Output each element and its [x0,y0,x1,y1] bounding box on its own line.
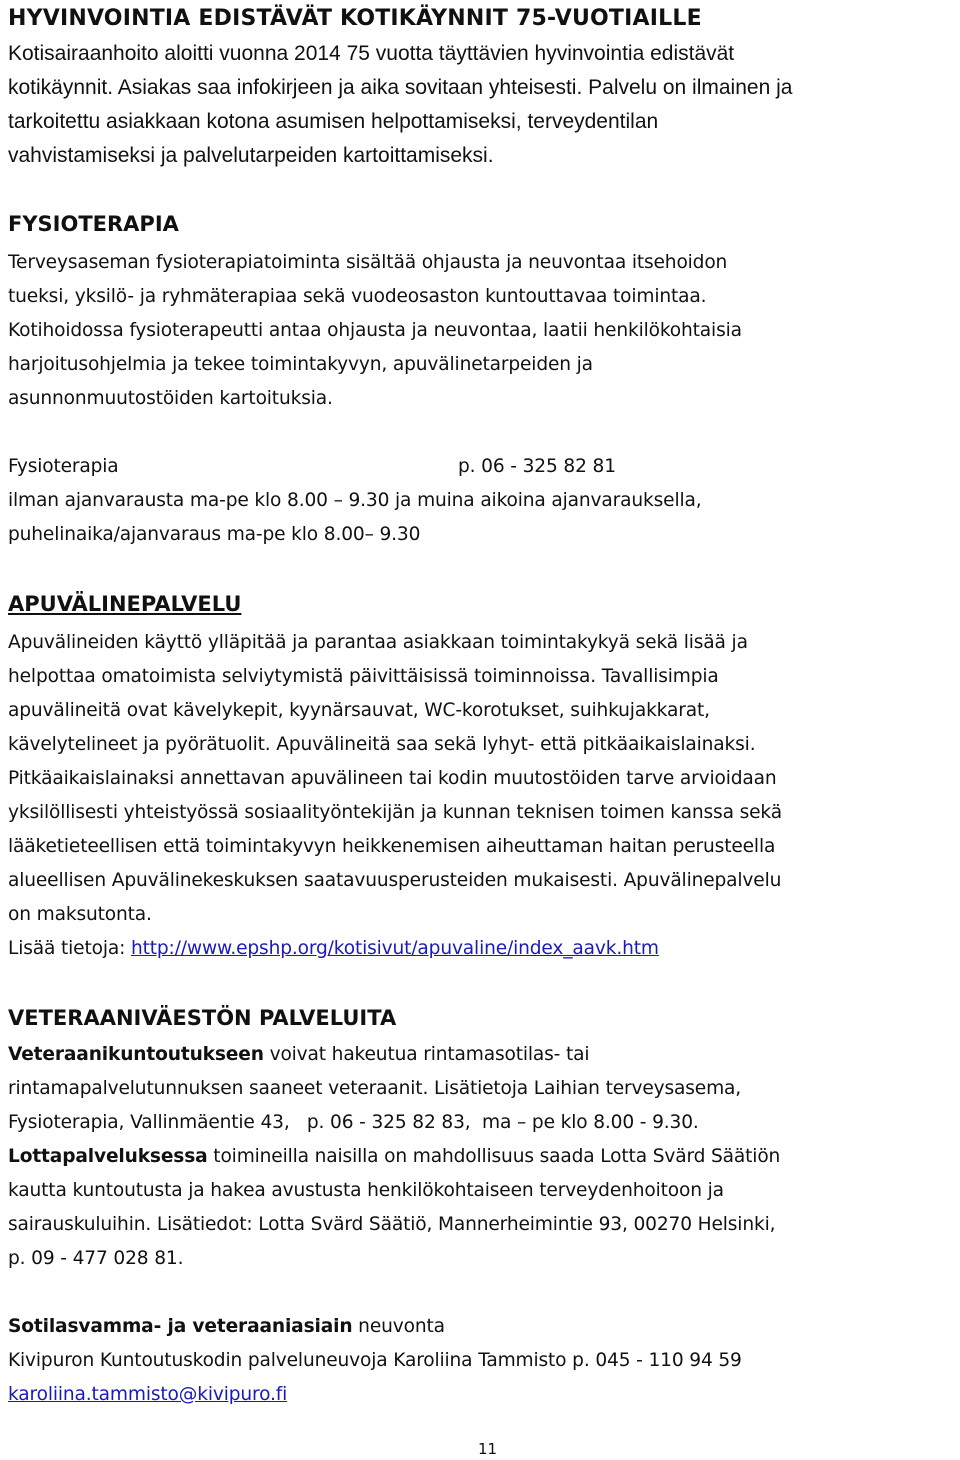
bold-term: Veteraanikuntoutukseen [8,1044,264,1065]
contact-phone: p. 06 - 325 82 81 [458,456,616,477]
contact-label: Fysioterapia [8,456,119,477]
paragraph-line [8,1146,780,1167]
paragraph-line: alueellisen Apuvälinekeskuksen saatavuusperusteiden mukaisesti. Apuvälinepalvelu [8,870,782,891]
paragraph-text: toimineilla naisilla on mahdollisuus saada Lotta Svärd Säätiön [207,1146,781,1167]
paragraph-line: helpottaa omatoimista selviytymistä päivittäisissä toiminnoissa. Tavallisimpia [8,666,719,687]
paragraph-line: harjoitusohjelmia ja tekee toimintakyvyn, apuvälinetarpeiden ja [8,354,593,375]
more-info-label: Lisää tietoja: [8,938,131,959]
hours-line: puhelinaika/ajanvaraus ma-pe klo 8.00– 9.30 [8,524,421,545]
paragraph-line [8,1316,445,1337]
heading-wellbeing-visits: HYVINVOINTIA EDISTÄVÄT KOTIKÄYNNIT 75-VUOTIAILLE [8,6,702,31]
heading-veteran-services: VETERAANIVÄESTÖN PALVELUITA [8,1006,397,1030]
paragraph-line: Kotihoidossa fysioterapeutti antaa ohjausta ja neuvontaa, laatii henkilökohtaisia [8,320,742,341]
aids-info-link[interactable]: http://www.epshp.org/kotisivut/apuvaline/index_aavk.htm [130,938,659,959]
paragraph-line: tarkoitettu asiakkaan kotona asumisen helpottamiseksi, terveydentilan [8,110,659,133]
paragraph-line: sairauskuluihin. Lisätiedot: Lotta Svärd Säätiö, Mannerheimintie 93, 00270 Helsinki, [8,1214,776,1235]
paragraph-line: Terveysaseman fysioterapiatoiminta sisältää ohjausta ja neuvontaa itsehoidon [8,252,728,273]
paragraph-line: Kivipuron Kuntoutuskodin palveluneuvoja Karoliina Tammisto p. 045 - 110 94 59 [8,1350,742,1371]
paragraph-line: Pitkäaikaislainaksi annettavan apuvälineen tai kodin muutostöiden tarve arvioidaan [8,768,777,789]
paragraph-line: vahvistamiseksi ja palvelutarpeiden kartoittamiseksi. [8,144,494,167]
paragraph-line: apuvälineitä ovat kävelykepit, kyynärsauvat, WC-korotukset, suihkujakkarat, [8,700,710,721]
heading-physiotherapy: FYSIOTERAPIA [8,212,179,236]
paragraph-line [8,1044,589,1065]
paragraph-line: kotikäynnit. Asiakas saa infokirjeen ja aika sovitaan yhteisesti. Palvelu on ilmainen ja [8,76,793,99]
contact-row [8,456,808,477]
hours-line: ilman ajanvarausta ma-pe klo 8.00 – 9.30 ja muina aikoina ajanvarauksella, [8,490,702,511]
paragraph-line: Fysioterapia, Vallinmäentie 43, p. 06 - 325 82 83, ma – pe klo 8.00 - 9.30. [8,1112,699,1133]
more-info-row [8,938,659,959]
paragraph-line: asunnonmuutostöiden kartoituksia. [8,388,333,409]
paragraph-line: lääketieteellisen että toimintakyvyn heikkenemisen aiheuttaman haitan perusteella [8,836,776,857]
heading-aids-service: APUVÄLINEPALVELU [8,592,242,616]
bold-term: Sotilasvamma- ja veteraaniasiain [8,1316,353,1337]
paragraph-line: Apuvälineiden käyttö ylläpitää ja parantaa asiakkaan toimintakykyä sekä lisää ja [8,632,748,653]
paragraph-line: Kotisairaanhoito aloitti vuonna 2014 75 vuotta täyttävien hyvinvointia edistävät [8,42,735,65]
paragraph-line: on maksutonta. [8,904,152,925]
paragraph-line: kävelytelineet ja pyörätuolit. Apuvälineitä saa sekä lyhyt- että pitkäaikaislainaksi. [8,734,756,755]
paragraph-text: voivat hakeutua rintamasotilas- tai [263,1044,590,1065]
paragraph-text: neuvonta [352,1316,445,1337]
paragraph-line: kautta kuntoutusta ja hakea avustusta henkilökohtaiseen terveydenhoitoon ja [8,1180,724,1201]
paragraph-line: yksilöllisesti yhteistyössä sosiaalityöntekijän ja kunnan teknisen toimen kanssa sekä [8,802,782,823]
paragraph-line: rintamapalvelutunnuksen saaneet veteraanit. Lisätietoja Laihian terveysasema, [8,1078,742,1099]
page-number: 11 [478,1440,498,1458]
email-row [8,1384,287,1405]
email-link[interactable]: karoliina.tammisto@kivipuro.fi [8,1384,288,1405]
paragraph-line: tueksi, yksilö- ja ryhmäterapiaa sekä vuodeosaston kuntouttavaa toimintaa. [8,286,707,307]
bold-term: Lottapalveluksessa [8,1146,208,1167]
paragraph-line: p. 09 - 477 028 81. [8,1248,184,1269]
